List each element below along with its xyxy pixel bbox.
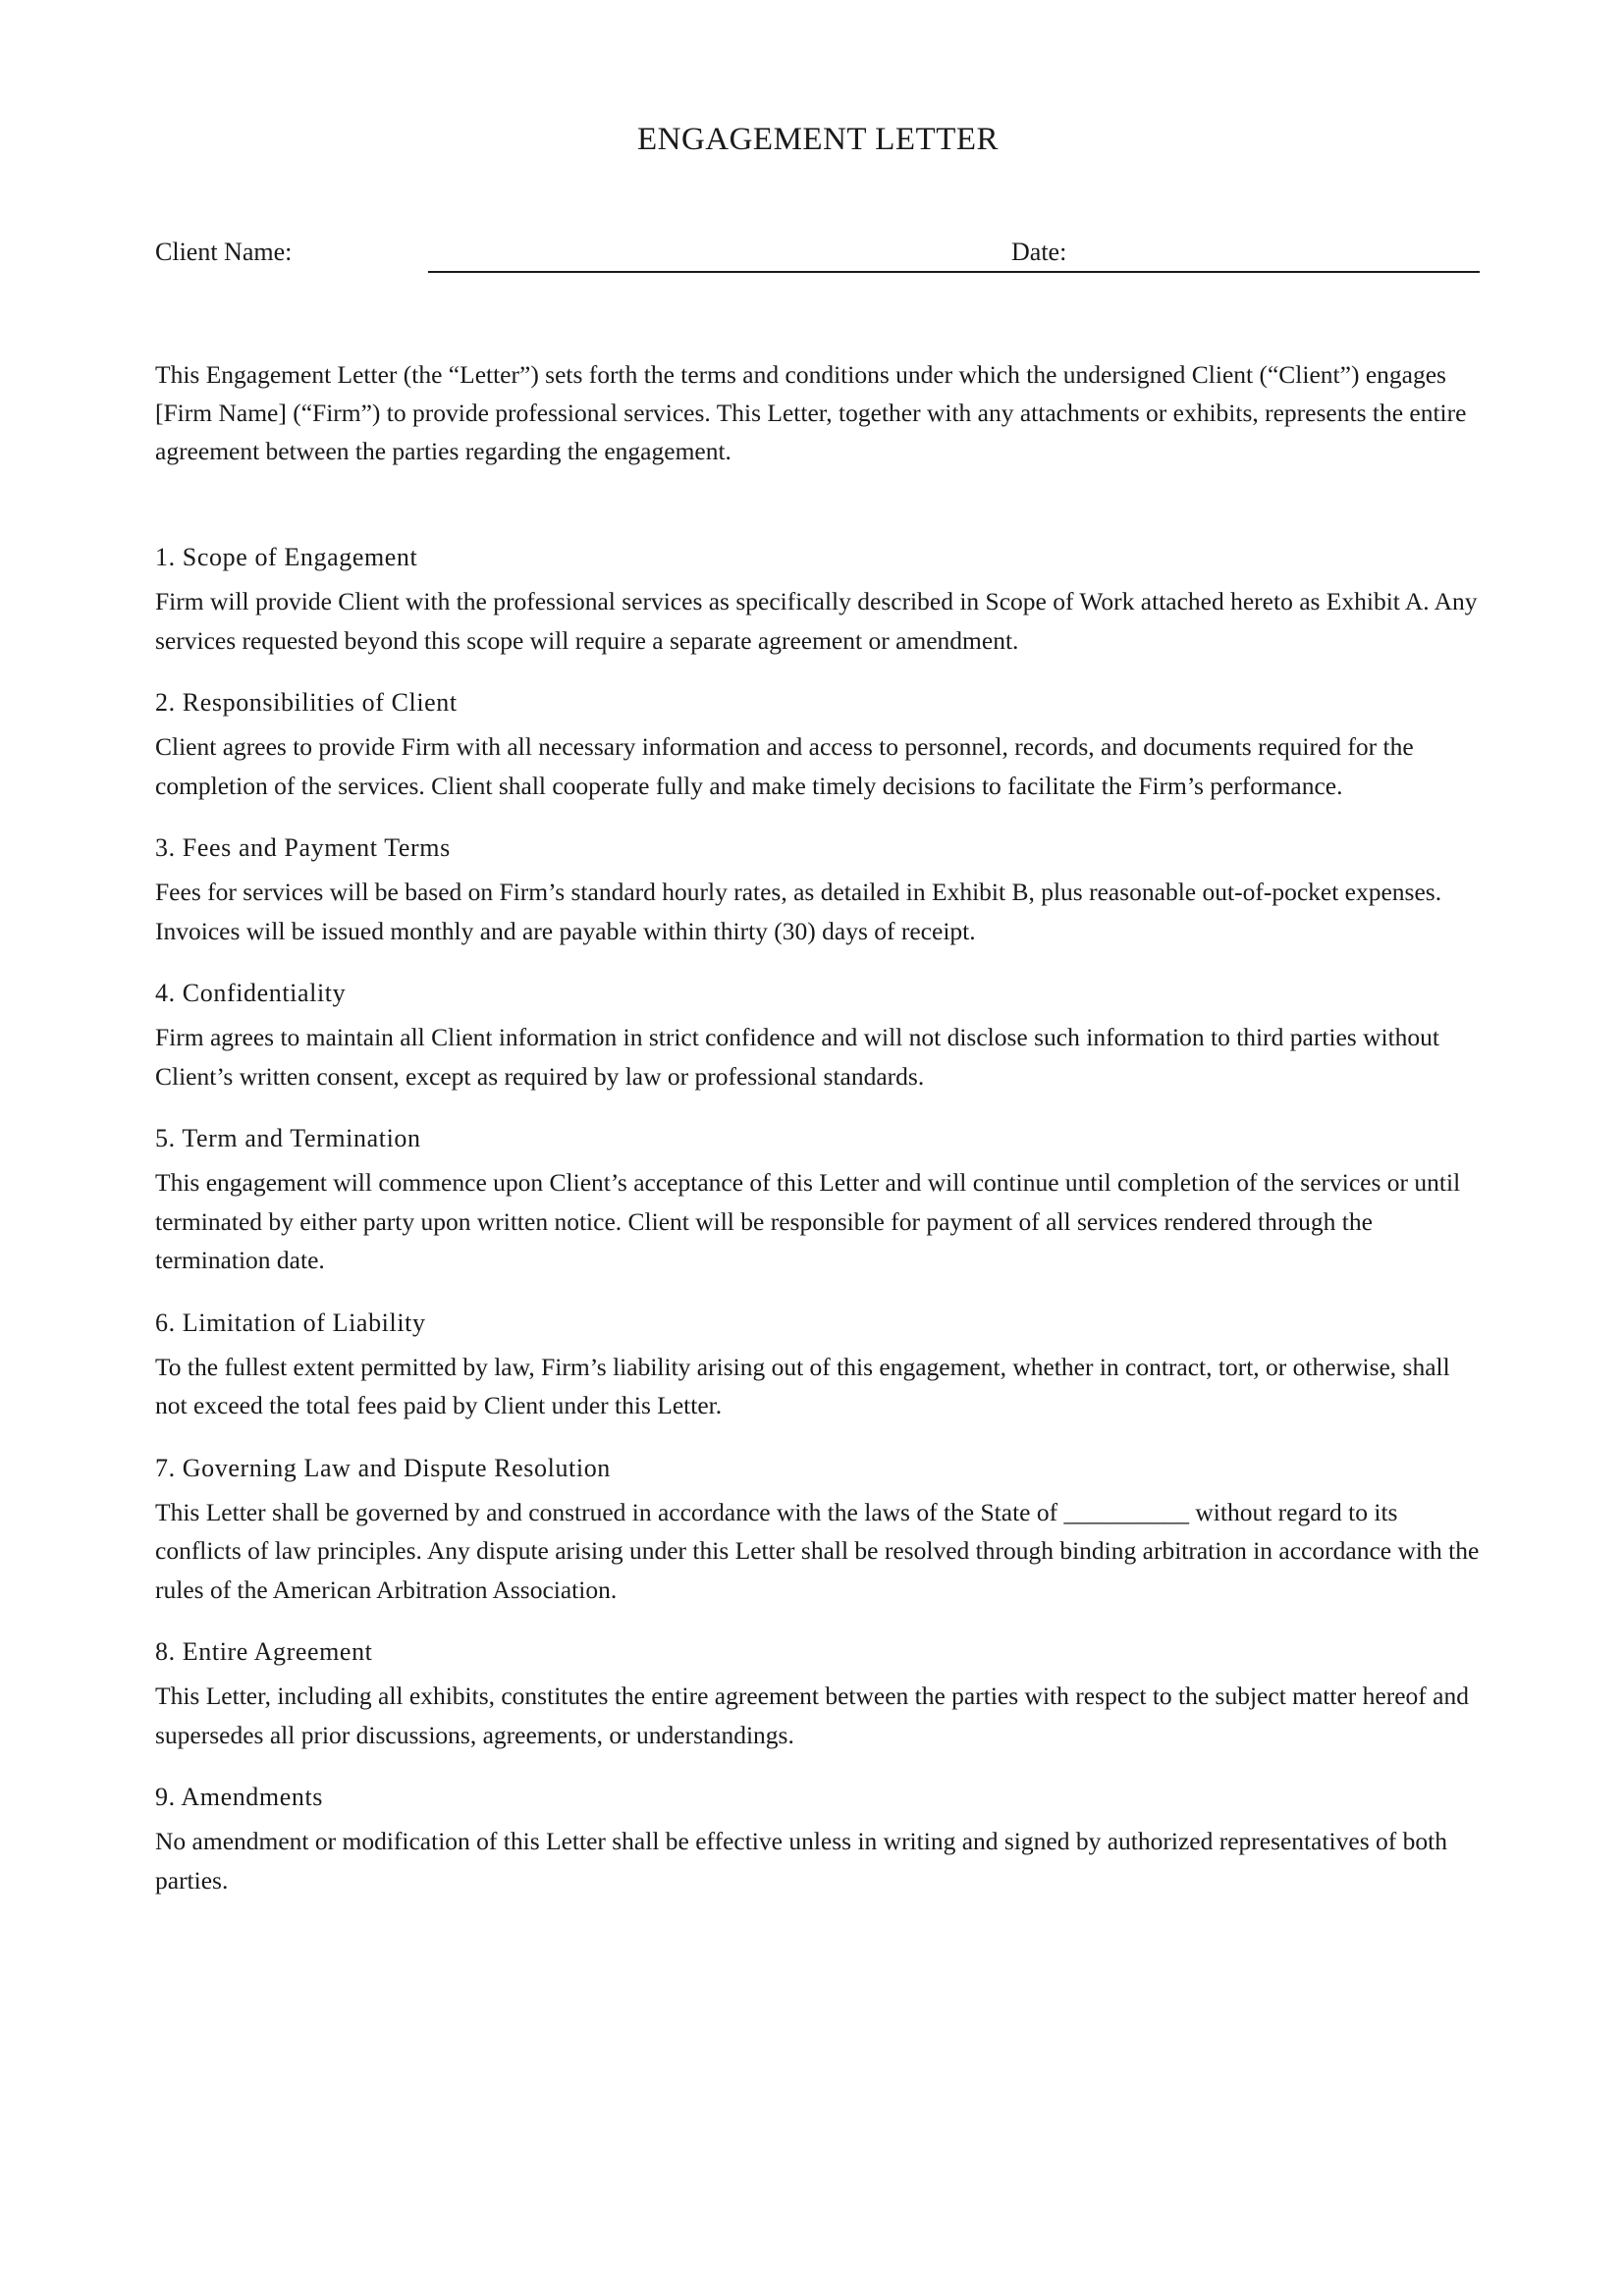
section-scope-of-engagement <box>155 539 1481 660</box>
client-date-row <box>155 238 1481 277</box>
section-term-and-termination <box>155 1120 1481 1280</box>
section-body: No amendment or modification of this Letter shall be effective unless in writing and signed by authorized representatives of both parties. <box>155 1827 1447 1895</box>
section-body: To the fullest extent permitted by law, Firm’s liability arising out of this engagement, whether in contract, tort, or otherwise, shall not exceed the total fees paid by Client under this Letter. <box>155 1352 1450 1419</box>
section-body: This Letter shall be governed by and construed in accordance with the laws of the State of __________ without regard to its conflicts of law principles. Any dispute arising under this Letter shall be resolved through binding arbitration in accordance with the rules of the American Arbitration Association. <box>155 1497 1480 1604</box>
intro-paragraph: This Engagement Letter (the “Letter”) sets forth the terms and conditions under which the undersigned Client (“Client”) engages [Firm Name] (“Firm”) to provide professional services. This Letter, together with any attachments or exhibits, represents the entire agreement between the parties regarding the engagement. <box>155 359 1467 465</box>
section-heading: 7. Governing Law and Dispute Resolution <box>155 1453 611 1482</box>
date-label: Date: <box>1011 238 1067 266</box>
section-confidentiality <box>155 975 1481 1095</box>
section-responsibilities-of-client <box>155 684 1481 805</box>
section-body: Fees for services will be based on Firm’s standard hourly rates, as detailed in Exhibit B, plus reasonable out-of-pocket expenses. Invoices will be issued monthly and are payable within thirty (30) days of receipt. <box>155 878 1442 945</box>
client-name-label: Client Name: <box>155 238 293 266</box>
section-heading: 4. Confidentiality <box>155 979 347 1007</box>
section-amendments <box>155 1779 1481 1899</box>
section-heading: 9. Amendments <box>155 1783 324 1811</box>
section-fees-and-payment-terms <box>155 829 1481 950</box>
document-title: ENGAGEMENT LETTER <box>636 122 1000 157</box>
client-name-field-line[interactable] <box>428 271 1480 273</box>
section-heading: 3. Fees and Payment Terms <box>155 833 451 862</box>
section-heading: 1. Scope of Engagement <box>155 543 418 571</box>
section-body: Client agrees to provide Firm with all necessary information and access to personnel, records, and documents required for the completion of the services. Client shall cooperate fully and make timely decisions to facilitate the Firm’s performance. <box>155 732 1414 800</box>
section-heading: 5. Term and Termination <box>155 1124 421 1152</box>
section-body: Firm will provide Client with the professional services as specifically described in Scope of Work attached hereto as Exhibit A. Any services requested beyond this scope will require a separate agreement or amendment. <box>155 587 1478 655</box>
section-heading: 8. Entire Agreement <box>155 1637 373 1666</box>
section-limitation-of-liability <box>155 1305 1481 1425</box>
section-entire-agreement <box>155 1633 1481 1754</box>
sections-list <box>155 539 1481 1924</box>
section-heading: 2. Responsibilities of Client <box>155 688 458 717</box>
section-governing-law <box>155 1450 1481 1610</box>
section-body: This Letter, including all exhibits, constitutes the entire agreement between the parties with respect to the subject matter hereof and supersedes all prior discussions, agreements, or understandings. <box>155 1682 1469 1749</box>
section-body: Firm agrees to maintain all Client information in strict confidence and will not disclose such information to third parties without Client’s written consent, except as required by law or professional standards. <box>155 1023 1440 1091</box>
section-body: This engagement will commence upon Client’s acceptance of this Letter and will continue until completion of the services or until terminated by either party upon written notice. Client will be responsible for payment of all services rendered through the termination date. <box>155 1168 1461 1274</box>
section-heading: 6. Limitation of Liability <box>155 1308 426 1337</box>
